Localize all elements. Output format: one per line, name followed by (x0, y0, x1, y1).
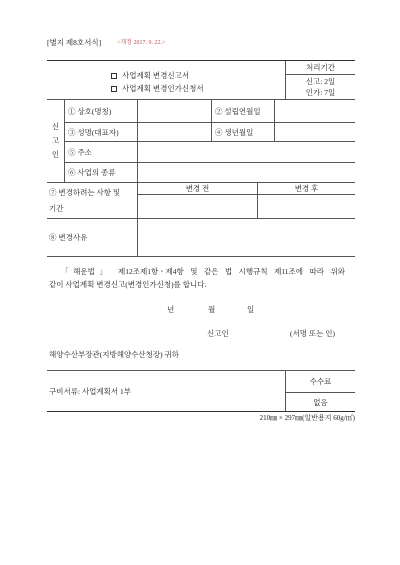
attachments-label: 구비서류: 사업계획서 1부 (47, 371, 286, 411)
signer-label: 신고인 (207, 329, 229, 338)
declaration-text (49, 265, 345, 291)
applicant-section-label-cell (47, 100, 65, 183)
option-approval[interactable] (111, 84, 204, 93)
paper-size-note: 210㎜ × 297㎜(일반용지 60g/㎡) (259, 414, 355, 422)
revision-date: <개정 2017. 9. 22.> (117, 40, 166, 46)
business-type-field[interactable] (138, 163, 355, 183)
reason-label: ⑧ 변경사유 (47, 219, 138, 257)
declaration-line1: 「해운법」 제12조제1항ㆍ제4항 및 같은 법 시행규칙 제11조에 따라 위와 (61, 267, 345, 276)
option-report-label: 사업계획 변경신고서 (122, 71, 190, 80)
signature-hint: (서명 또는 인) (290, 329, 335, 338)
fee-label: 수수료 (286, 371, 355, 393)
birth-date-label: ④ 생년월일 (212, 123, 275, 142)
change-after-field[interactable] (258, 195, 355, 219)
date-month-label: 월 (208, 305, 216, 314)
change-label-line1: ⑦ 변경하려는 사항 및 (49, 187, 121, 197)
declaration-block (47, 257, 355, 371)
address-label: ⑤ 주소 (65, 142, 138, 163)
change-before-field[interactable] (138, 195, 258, 219)
fee-value: 없음 (313, 397, 328, 407)
date-year-label: 년 (167, 305, 175, 314)
change-after-header: 변경 후 (258, 183, 355, 195)
trade-name-label: ① 상호(명칭) (65, 100, 138, 123)
representative-field[interactable] (138, 123, 212, 142)
trade-name-field[interactable] (138, 100, 212, 123)
processing-approval: 인가: 7일 (305, 88, 336, 97)
processing-report: 신고: 2일 (305, 77, 336, 86)
report-checkbox[interactable] (111, 73, 117, 79)
date-day-label: 일 (247, 305, 255, 314)
reason-field[interactable] (138, 219, 355, 257)
approval-checkbox[interactable] (111, 86, 117, 92)
established-date-label: ② 설립연월일 (212, 100, 275, 123)
form-title-cell (47, 61, 286, 100)
address-field[interactable] (138, 142, 355, 163)
change-before-header: 변경 전 (138, 183, 258, 195)
processing-period-label: 처리기간 (286, 61, 355, 75)
established-date-field[interactable] (275, 100, 355, 123)
birth-date-field[interactable] (275, 123, 355, 142)
representative-label: ③ 성명(대표자) (65, 123, 138, 142)
option-report[interactable] (111, 71, 189, 80)
change-label-line2: 기간 (49, 203, 64, 213)
processing-period-cell (286, 61, 355, 100)
option-approval-label: 사업계획 변경인가신청서 (122, 84, 204, 93)
change-label-cell (47, 183, 138, 219)
fee-cell (286, 371, 355, 411)
recipient: 해양수산부장관(지방해양수산청장) 귀하 (49, 350, 180, 359)
declaration-line2: 같이 사업계획 변경신고(변경인가신청)를 합니다. (49, 280, 207, 289)
business-type-label: ⑥ 사업의 종류 (65, 163, 138, 183)
applicant-section-label: 신고인 (51, 122, 60, 159)
form-number: [별지 제8호서식] (47, 38, 102, 47)
application-form (47, 60, 355, 412)
